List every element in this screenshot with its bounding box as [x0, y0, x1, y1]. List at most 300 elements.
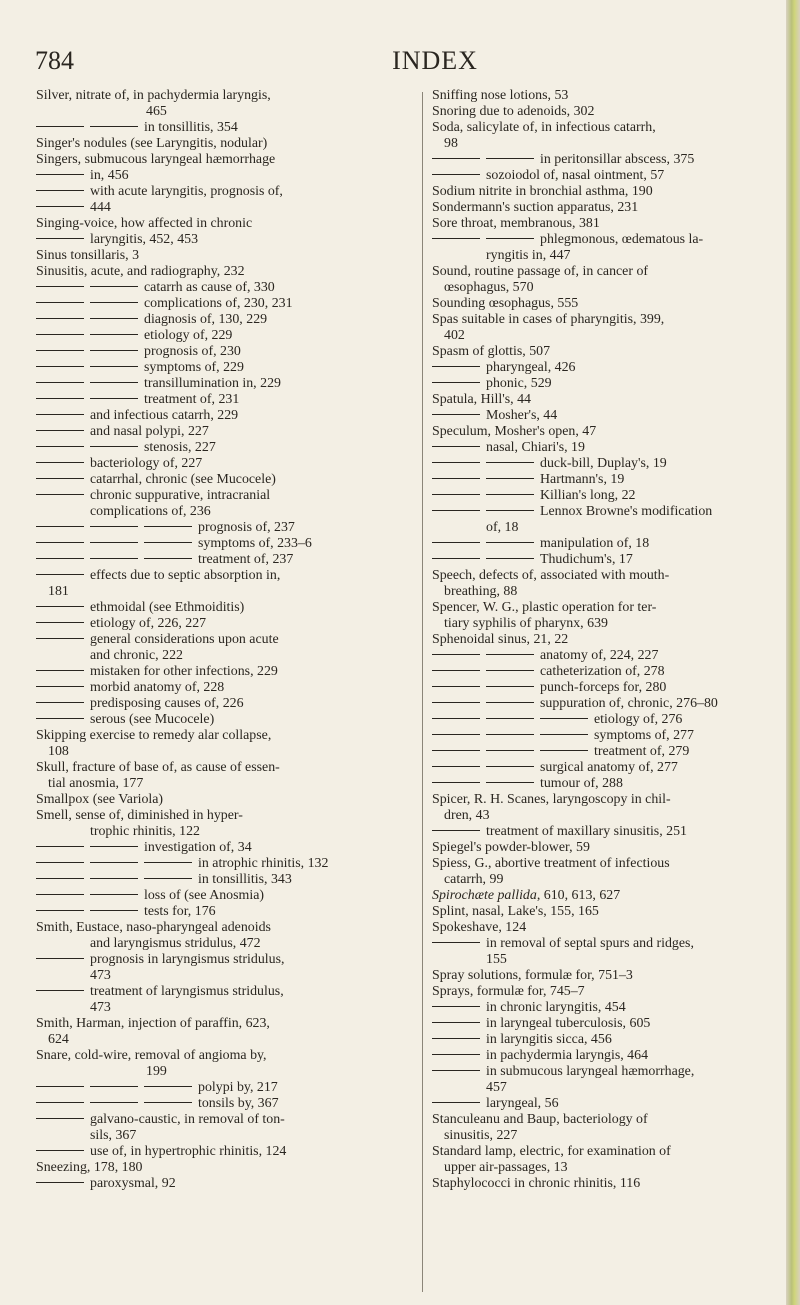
index-entry-text: complications of, 230, 231	[144, 296, 293, 311]
index-entry-text: Sodium nitrite in bronchial asthma, 190	[432, 184, 653, 199]
index-entry	[36, 1096, 416, 1112]
index-dash	[486, 750, 534, 751]
index-entry	[36, 728, 416, 744]
index-entry-text: 624	[48, 1032, 69, 1047]
index-entry-text: Singer's nodules (see Laryngitis, nodular)	[36, 136, 268, 151]
index-entry	[432, 936, 767, 952]
index-entry	[36, 248, 416, 264]
index-dash	[432, 686, 480, 687]
index-entry	[432, 248, 767, 264]
index-entry	[36, 840, 416, 856]
index-entry	[36, 376, 416, 392]
index-dash	[90, 542, 138, 543]
index-entry	[36, 328, 416, 344]
index-dash	[144, 526, 192, 527]
index-dash	[486, 558, 534, 559]
index-entry	[36, 1160, 416, 1176]
index-entry-text: Smallpox (see Variola)	[36, 792, 164, 807]
index-entry-text: with acute laryngitis, prognosis of,	[90, 184, 283, 199]
index-dash	[36, 894, 84, 895]
index-entry	[432, 952, 767, 968]
index-dash	[90, 894, 138, 895]
index-entry-text: Spiegel's powder-blower, 59	[432, 840, 590, 855]
index-entry-text: Sinus tonsillaris, 3	[36, 248, 140, 263]
index-entry	[36, 1176, 416, 1192]
index-entry-text: catarrh, 99	[444, 872, 504, 887]
index-entry-text: in submucous laryngeal hæmorrhage,	[486, 1064, 695, 1079]
index-entry	[432, 776, 767, 792]
index-dash	[36, 1182, 84, 1183]
index-entry-text: Spatula, Hill's, 44	[432, 392, 531, 407]
index-entry	[432, 152, 767, 168]
index-entry-text: etiology of, 229	[144, 328, 233, 343]
index-entry	[36, 920, 416, 936]
index-entry	[432, 984, 767, 1000]
index-entry-text: Snoring due to adenoids, 302	[432, 104, 595, 119]
index-entry	[432, 280, 767, 296]
index-dash	[486, 542, 534, 543]
index-entry	[432, 888, 767, 904]
index-entry-text: 473	[90, 968, 111, 983]
index-dash	[36, 958, 84, 959]
index-entry-text: Stanculeanu and Baup, bacteriology of	[432, 1112, 648, 1127]
index-entry	[36, 808, 416, 824]
index-entry	[36, 472, 416, 488]
index-entry-text: Snare, cold-wire, removal of angioma by,	[36, 1048, 267, 1063]
index-dash	[144, 1102, 192, 1103]
index-entry	[36, 1048, 416, 1064]
index-dash	[432, 238, 480, 239]
index-entry-text: 98	[444, 136, 458, 151]
index-dash	[486, 158, 534, 159]
index-dash	[90, 446, 138, 447]
index-entry	[36, 1032, 416, 1048]
index-entry	[432, 808, 767, 824]
index-entry-text: œsophagus, 570	[444, 280, 534, 295]
index-entry-text: catheterization of, 278	[540, 664, 665, 679]
index-column-right	[432, 88, 767, 1192]
index-entry	[432, 344, 767, 360]
index-entry	[432, 904, 767, 920]
index-dash	[486, 654, 534, 655]
index-entry	[36, 88, 416, 104]
index-entry-text: Singers, submucous laryngeal hæmorrhage	[36, 152, 276, 167]
index-entry-text: Sondermann's suction apparatus, 231	[432, 200, 639, 215]
index-entry	[432, 632, 767, 648]
index-entry	[36, 488, 416, 504]
index-dash	[36, 238, 84, 239]
index-entry	[432, 504, 767, 520]
index-column-left	[36, 88, 416, 1192]
index-entry-text: tonsils by, 367	[198, 1096, 279, 1111]
index-dash	[36, 174, 84, 175]
index-entry-text: laryngitis, 452, 453	[90, 232, 199, 247]
index-entry-text: and laryngismus stridulus, 472	[90, 936, 261, 951]
index-entry-text: prognosis of, 230	[144, 344, 241, 359]
index-dash	[36, 862, 84, 863]
index-entry	[432, 376, 767, 392]
index-entry-text: diagnosis of, 130, 229	[144, 312, 268, 327]
index-dash	[432, 174, 480, 175]
index-entry-text: Speculum, Mosher's open, 47	[432, 424, 597, 439]
index-dash	[432, 510, 480, 511]
index-entry-text: treatment of, 279	[594, 744, 690, 759]
index-dash	[432, 1022, 480, 1023]
index-entry	[36, 952, 416, 968]
index-entry	[432, 88, 767, 104]
index-entry	[36, 104, 416, 120]
index-entry-text: Spasm of glottis, 507	[432, 344, 551, 359]
index-dash	[90, 1086, 138, 1087]
index-entry	[432, 392, 767, 408]
index-entry-text: suppuration of, chronic, 276–80	[540, 696, 718, 711]
index-dash	[486, 238, 534, 239]
index-dash	[486, 478, 534, 479]
index-dash	[90, 382, 138, 383]
index-entry-text: breathing, 88	[444, 584, 518, 599]
index-entry-text: ethmoidal (see Ethmoiditis)	[90, 600, 245, 615]
index-entry	[432, 120, 767, 136]
index-entry-text: and infectious catarrh, 229	[90, 408, 239, 423]
index-entry	[432, 328, 767, 344]
index-entry	[432, 1048, 767, 1064]
index-dash	[36, 126, 84, 127]
index-dash	[90, 862, 138, 863]
index-entry	[36, 856, 416, 872]
index-dash	[486, 686, 534, 687]
index-entry-text: Sniffing nose lotions, 53	[432, 88, 569, 103]
index-entry-text: in pachydermia laryngis, 464	[486, 1048, 649, 1063]
index-entry	[36, 1000, 416, 1016]
index-entry	[432, 264, 767, 280]
index-entry	[432, 1144, 767, 1160]
index-entry-text: tial anosmia, 177	[48, 776, 144, 791]
index-entry-text: investigation of, 34	[144, 840, 252, 855]
index-entry-text: 155	[486, 952, 507, 967]
index-dash	[432, 366, 480, 367]
index-dash	[144, 1086, 192, 1087]
index-entry	[36, 600, 416, 616]
index-entry	[36, 216, 416, 232]
index-dash	[432, 158, 480, 159]
index-entry	[432, 360, 767, 376]
index-entry	[432, 1112, 767, 1128]
index-entry-text: Spokeshave, 124	[432, 920, 527, 935]
index-dash	[432, 830, 480, 831]
index-entry	[432, 760, 767, 776]
index-entry	[432, 1176, 767, 1192]
index-entry	[432, 600, 767, 616]
index-entry-text: loss of (see Anosmia)	[144, 888, 264, 903]
index-entry-text: Sneezing, 178, 180	[36, 1160, 143, 1175]
index-entry-text: 473	[90, 1000, 111, 1015]
index-entry-text: in laryngitis sicca, 456	[486, 1032, 612, 1047]
index-dash	[36, 334, 84, 335]
index-dash	[36, 542, 84, 543]
index-entry	[36, 1128, 416, 1144]
index-entry-text: etiology of, 276	[594, 712, 683, 727]
index-dash	[36, 350, 84, 351]
index-entry-text: effects due to septic absorption in,	[90, 568, 281, 583]
index-entry	[36, 408, 416, 424]
index-dash	[90, 366, 138, 367]
index-entry-text: in chronic laryngitis, 454	[486, 1000, 626, 1015]
index-dash	[432, 766, 480, 767]
index-dash	[486, 766, 534, 767]
page-number: 784	[35, 46, 74, 75]
index-entry	[432, 296, 767, 312]
index-dash	[432, 734, 480, 735]
index-entry	[432, 1000, 767, 1016]
index-entry-text: mistaken for other infections, 229	[90, 664, 278, 679]
index-dash	[432, 446, 480, 447]
index-dash	[540, 734, 588, 735]
index-entry	[36, 776, 416, 792]
index-entry-text: polypi by, 217	[198, 1080, 278, 1095]
index-entry	[432, 1080, 767, 1096]
index-entry	[432, 584, 767, 600]
index-entry	[36, 392, 416, 408]
page-header	[0, 40, 788, 80]
index-dash	[36, 302, 84, 303]
index-entry-text: anatomy of, 224, 227	[540, 648, 659, 663]
index-entry	[36, 520, 416, 536]
index-dash	[36, 286, 84, 287]
index-dash	[432, 1102, 480, 1103]
index-dash	[36, 382, 84, 383]
index-entry-text: tiary syphilis of pharynx, 639	[444, 616, 608, 631]
index-entry	[432, 232, 767, 248]
index-dash	[36, 206, 84, 207]
index-dash	[36, 878, 84, 879]
index-dash	[432, 558, 480, 559]
index-dash	[90, 878, 138, 879]
index-dash	[36, 430, 84, 431]
index-entry-text: catarrh as cause of, 330	[144, 280, 275, 295]
index-entry	[36, 1016, 416, 1032]
index-dash	[432, 702, 480, 703]
index-entry-text: Sinusitis, acute, and radiography, 232	[36, 264, 245, 279]
index-entry	[36, 568, 416, 584]
index-entry-text: Sore throat, membranous, 381	[432, 216, 600, 231]
index-dash	[36, 462, 84, 463]
index-entry	[36, 904, 416, 920]
index-dash	[486, 462, 534, 463]
index-entry-text: 402	[444, 328, 465, 343]
index-entry	[36, 872, 416, 888]
index-dash	[90, 318, 138, 319]
index-dash	[36, 494, 84, 495]
index-dash	[144, 558, 192, 559]
index-dash	[90, 526, 138, 527]
index-entry	[36, 536, 416, 552]
page-edge	[786, 0, 800, 1305]
index-entry-text: and nasal polypi, 227	[90, 424, 209, 439]
index-entry-text: galvano-caustic, in removal of ton-	[90, 1112, 285, 1127]
index-entry-text: in laryngeal tuberculosis, 605	[486, 1016, 651, 1031]
index-entry	[432, 824, 767, 840]
index-entry	[432, 216, 767, 232]
index-entry	[36, 232, 416, 248]
index-dash	[36, 718, 84, 719]
index-dash	[432, 750, 480, 751]
index-entry-text: symptoms of, 233–6	[198, 536, 312, 551]
index-dash	[36, 1150, 84, 1151]
index-dash	[432, 462, 480, 463]
index-entry-text: symptoms of, 229	[144, 360, 244, 375]
index-entry	[432, 872, 767, 888]
index-entry	[36, 936, 416, 952]
index-dash	[36, 318, 84, 319]
index-dash	[432, 382, 480, 383]
index-entry-text: tumour of, 288	[540, 776, 623, 791]
index-entry	[432, 680, 767, 696]
index-entry	[432, 472, 767, 488]
index-entry	[432, 200, 767, 216]
index-dash	[36, 686, 84, 687]
index-entry-text: and chronic, 222	[90, 648, 183, 663]
index-entry	[36, 264, 416, 280]
index-entry	[432, 712, 767, 728]
index-entry	[432, 1032, 767, 1048]
index-entry-text: stenosis, 227	[144, 440, 216, 455]
index-entry-text: 181	[48, 584, 69, 599]
index-entry-text: serous (see Mucocele)	[90, 712, 215, 727]
index-entry-text: treatment of laryngismus stridulus,	[90, 984, 284, 999]
index-dash	[36, 910, 84, 911]
index-entry	[432, 920, 767, 936]
index-entry	[432, 648, 767, 664]
index-dash	[486, 494, 534, 495]
index-entry-text: treatment of, 231	[144, 392, 240, 407]
index-entry	[432, 424, 767, 440]
index-dash	[432, 654, 480, 655]
index-dash	[432, 1038, 480, 1039]
index-entry	[432, 792, 767, 808]
index-dash	[36, 414, 84, 415]
index-entry-text: phlegmonous, œdematous la-	[540, 232, 704, 247]
index-entry	[432, 184, 767, 200]
index-dash	[36, 446, 84, 447]
index-dash	[36, 1086, 84, 1087]
index-dash	[36, 366, 84, 367]
index-dash	[432, 1054, 480, 1055]
index-entry-text: of, 18	[486, 520, 519, 535]
index-entry	[36, 712, 416, 728]
index-dash	[36, 670, 84, 671]
index-entry	[36, 184, 416, 200]
index-dash	[432, 414, 480, 415]
index-entry	[432, 664, 767, 680]
index-entry	[36, 632, 416, 648]
index-entry	[36, 136, 416, 152]
index-entry	[36, 504, 416, 520]
index-entry-text: manipulation of, 18	[540, 536, 650, 551]
index-dash	[486, 718, 534, 719]
index-entry-text: bacteriology of, 227	[90, 456, 203, 471]
index-entry-text: Spencer, W. G., plastic operation for ter-	[432, 600, 657, 615]
index-entry-text: upper air-passages, 13	[444, 1160, 568, 1175]
index-entry	[432, 744, 767, 760]
index-entry-text: chronic suppurative, intracranial	[90, 488, 271, 503]
index-entry-text: sozoiodol of, nasal ointment, 57	[486, 168, 665, 183]
index-entry-text: in tonsillitis, 354	[144, 120, 238, 135]
index-entry-text: paroxysmal, 92	[90, 1176, 176, 1191]
page-title: INDEX	[392, 46, 478, 75]
index-entry-text: surgical anatomy of, 277	[540, 760, 678, 775]
index-entry	[36, 696, 416, 712]
index-dash	[486, 702, 534, 703]
index-entry-text: Spas suitable in cases of pharyngitis, 399,	[432, 312, 665, 327]
index-entry	[432, 1064, 767, 1080]
index-dash	[36, 606, 84, 607]
index-entry-text: prognosis of, 237	[198, 520, 295, 535]
index-entry	[36, 760, 416, 776]
index-dash	[144, 542, 192, 543]
index-dash	[90, 286, 138, 287]
index-dash	[90, 334, 138, 335]
index-entry	[36, 280, 416, 296]
index-dash	[36, 1118, 84, 1119]
index-entry	[36, 120, 416, 136]
index-entry-text: sils, 367	[90, 1128, 137, 1143]
index-dash	[432, 942, 480, 943]
index-dash	[36, 398, 84, 399]
index-dash	[486, 734, 534, 735]
index-dash	[36, 846, 84, 847]
index-entry	[36, 1064, 416, 1080]
index-entry	[36, 440, 416, 456]
index-entry	[432, 1160, 767, 1176]
index-dash	[144, 862, 192, 863]
index-entry	[432, 520, 767, 536]
index-entry-text: sinusitis, 227	[444, 1128, 518, 1143]
index-entry-text: 108	[48, 744, 69, 759]
index-entry-text: phonic, 529	[486, 376, 552, 391]
index-dash	[432, 542, 480, 543]
index-entry-text: Sounding œsophagus, 555	[432, 296, 579, 311]
index-dash	[90, 558, 138, 559]
index-entry-text: symptoms of, 277	[594, 728, 694, 743]
index-dash	[432, 1070, 480, 1071]
index-dash	[36, 702, 84, 703]
index-entry-text: Silver, nitrate of, in pachydermia laryngis,	[36, 88, 271, 103]
index-dash	[36, 574, 84, 575]
index-dash	[90, 302, 138, 303]
index-entry	[36, 648, 416, 664]
index-entry-text: in removal of septal spurs and ridges,	[486, 936, 694, 951]
index-entry-text: Spray solutions, formulæ for, 751–3	[432, 968, 633, 983]
index-dash	[144, 878, 192, 879]
index-entry	[36, 200, 416, 216]
index-entry	[432, 1096, 767, 1112]
index-dash	[540, 750, 588, 751]
index-entry-text: 199	[146, 1064, 167, 1079]
index-entry-text: nasal, Chiari's, 19	[486, 440, 585, 455]
index-dash	[432, 670, 480, 671]
index-entry-text: catarrhal, chronic (see Mucocele)	[90, 472, 276, 487]
index-entry	[36, 168, 416, 184]
index-dash	[432, 782, 480, 783]
index-entry	[36, 424, 416, 440]
index-entry-text: Thudichum's, 17	[540, 552, 633, 567]
index-entry	[36, 792, 416, 808]
index-entry-text: general considerations upon acute	[90, 632, 279, 647]
index-dash	[90, 846, 138, 847]
index-dash	[36, 638, 84, 639]
index-dash	[36, 1102, 84, 1103]
index-entry	[432, 1016, 767, 1032]
